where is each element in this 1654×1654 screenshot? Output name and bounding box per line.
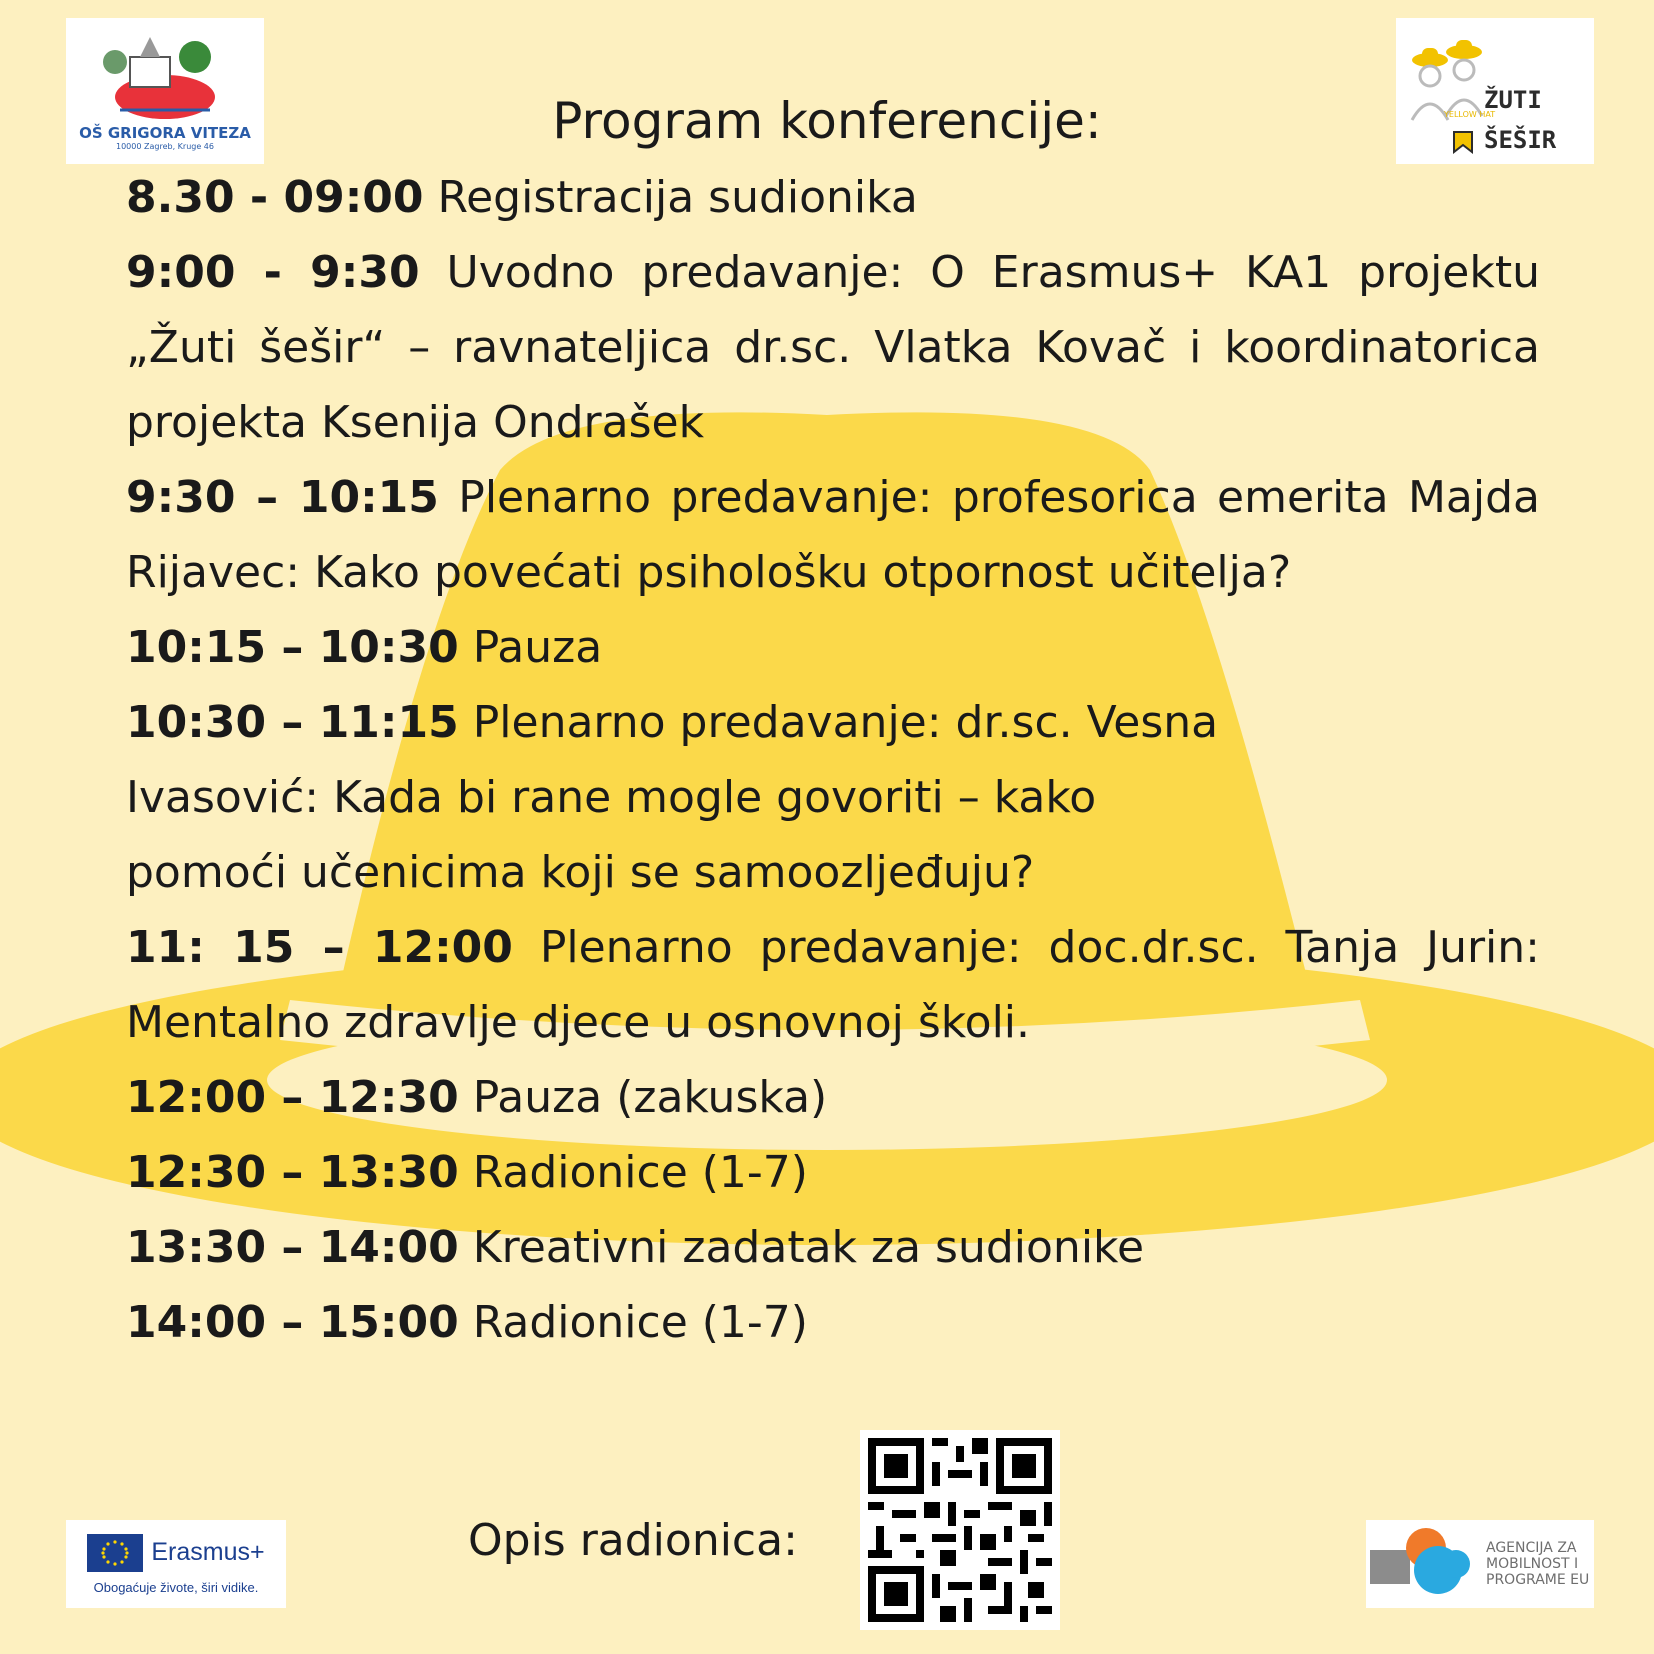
- schedule-entry: [126, 460, 1540, 610]
- project-small-text: YELLOW HAT: [1444, 110, 1496, 119]
- entry-time: 10:30 – 11:15: [126, 697, 459, 748]
- conference-schedule: [126, 160, 1540, 1360]
- qr-code[interactable]: [860, 1430, 1060, 1630]
- agency-name: [1486, 1540, 1589, 1588]
- schedule-entry: [126, 1210, 1540, 1285]
- project-name-line2: ŠEŠIR: [1484, 126, 1557, 154]
- schedule-entry: [126, 160, 1540, 235]
- schedule-entry: [126, 910, 1540, 1060]
- entry-time: 8.30 - 09:00: [126, 172, 424, 223]
- page-title: Program konferencije:: [552, 92, 1102, 150]
- speech-bubbles-icon: [1366, 1526, 1481, 1604]
- qr-code-icon: [860, 1430, 1060, 1630]
- entry-time: 14:00 – 15:00: [126, 1297, 459, 1348]
- erasmus-tagline: Obogaćuje živote, širi vidike.: [93, 1579, 259, 1595]
- entry-text: Plenarno predavanje: dr.sc. Vesna Ivasović: Kada bi rane mogle govoriti – kako pomoći učenicima koji se samoozljeđuju?: [126, 697, 1219, 898]
- entry-time: 9:00 - 9:30: [126, 247, 420, 298]
- entry-time: 9:30 – 10:15: [126, 472, 439, 523]
- entry-time: 10:15 – 10:30: [126, 622, 459, 673]
- erasmus-logo: [66, 1520, 286, 1608]
- agency-name-line3: PROGRAME EU: [1486, 1572, 1590, 1588]
- entry-time: 12:00 – 12:30: [126, 1072, 459, 1123]
- entry-text: Uvodno predavanje: O Erasmus+ KA1 projektu „Žuti šešir“ – ravnateljica dr.sc. Vlatka Kovač i koordinatorica projekta Ksenija Ondrašek: [126, 247, 1540, 448]
- schedule-entry: [126, 235, 1540, 460]
- agency-name-line2: MOBILNOST I: [1486, 1556, 1579, 1572]
- agency-name-line1: AGENCIJA ZA: [1486, 1540, 1577, 1556]
- schedule-entry: [126, 1135, 1540, 1210]
- school-address: 10000 Zagreb, Kruge 46: [116, 141, 214, 151]
- entry-text: Plenarno predavanje: profesorica emerita Majda Rijavec: Kako povećati psihološku otpornost učitelja?: [126, 472, 1540, 598]
- entry-text: Pauza (zakuska): [472, 1072, 828, 1123]
- erasmus-brand: Erasmus+: [151, 1538, 265, 1566]
- entry-text: Kreativni zadatak za sudionike: [472, 1222, 1145, 1273]
- entry-text: Pauza: [472, 622, 603, 673]
- schedule-entry: [126, 685, 1256, 910]
- entry-text: Plenarno predavanje: doc.dr.sc. Tanja Jurin: Mentalno zdravlje djece u osnovnoj školi.: [126, 922, 1540, 1048]
- schedule-entry: [126, 610, 1540, 685]
- project-name-line1: ŽUTI: [1484, 86, 1542, 114]
- entry-time: 13:30 – 14:00: [126, 1222, 459, 1273]
- school-name: OŠ GRIGORA VITEZA: [79, 123, 251, 142]
- entry-time: 12:30 – 13:30: [126, 1147, 459, 1198]
- entry-text: Radionice (1-7): [472, 1147, 808, 1198]
- eu-flag-icon: [87, 1534, 143, 1572]
- entry-time: 11: 15 – 12:00: [126, 922, 513, 973]
- schedule-entry: [126, 1060, 1540, 1135]
- entry-text: Registracija sudionika: [437, 172, 918, 223]
- workshop-description-label: Opis radionica:: [468, 1515, 798, 1566]
- entry-text: Radionice (1-7): [472, 1297, 808, 1348]
- agency-logo: [1366, 1520, 1594, 1608]
- schedule-entry: [126, 1285, 1540, 1360]
